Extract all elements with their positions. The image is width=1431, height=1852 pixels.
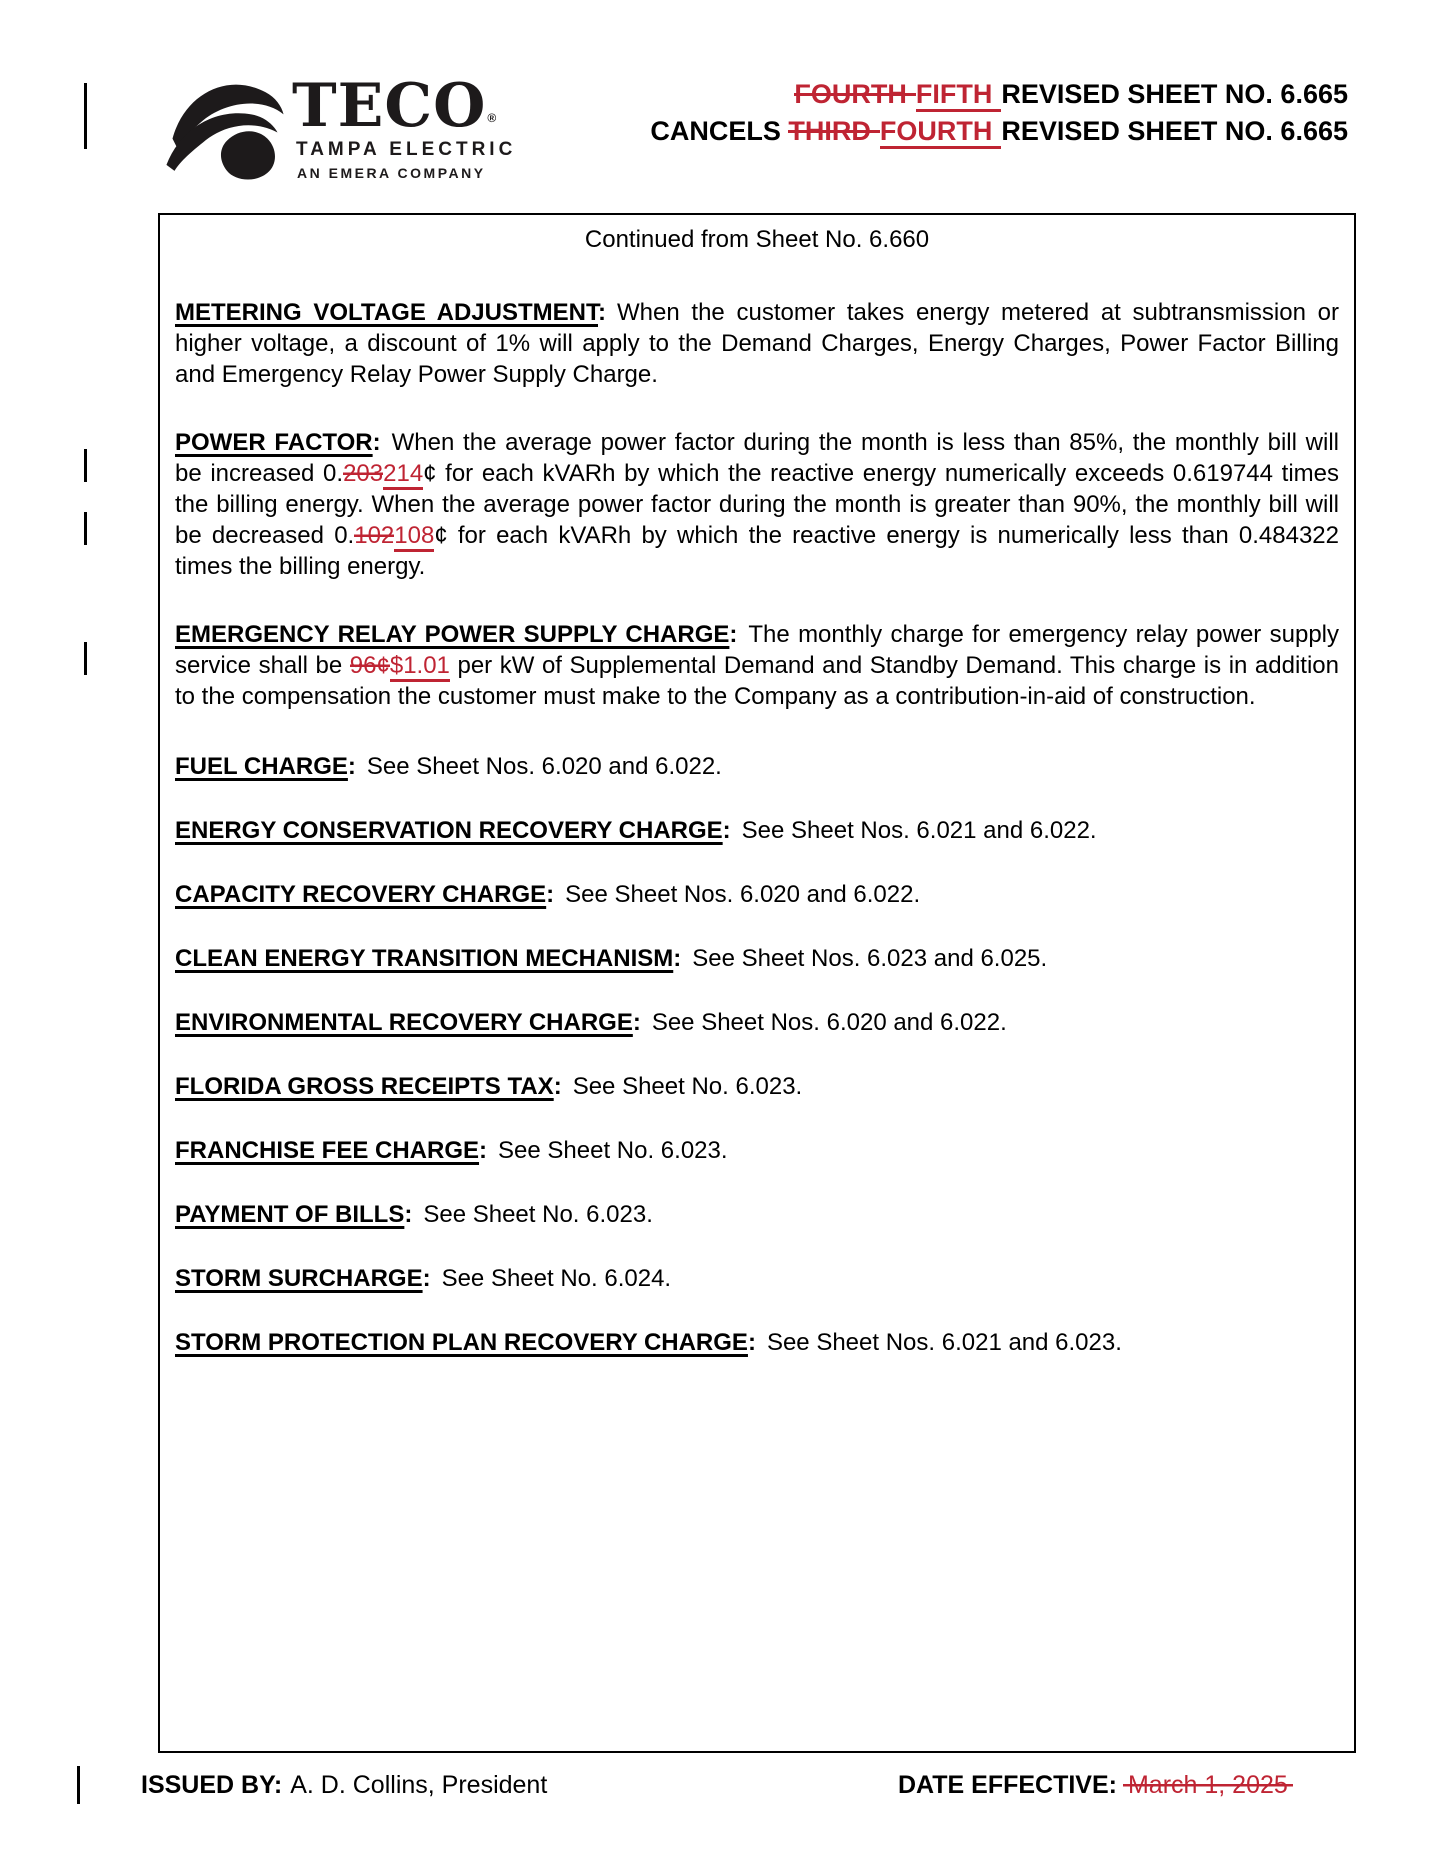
- change-bar: [84, 449, 87, 482]
- charge-item-payment-of-bills: [175, 1199, 1339, 1230]
- section-title: EMERGENCY RELAY POWER SUPPLY CHARGE:: [175, 621, 738, 648]
- inserted-revision-text: FIFTH: [916, 79, 1001, 112]
- deleted-revision-text: THIRD: [788, 116, 880, 146]
- section-title: FLORIDA GROSS RECEIPTS TAX:: [175, 1073, 562, 1100]
- inserted-rate-text: 214: [383, 460, 423, 490]
- section-title: FRANCHISE FEE CHARGE:: [175, 1137, 488, 1164]
- charge-item-energy-conservation: [175, 815, 1339, 846]
- logo-tagline: AN EMERA COMPANY: [297, 165, 486, 181]
- section-body: When the customer takes energy metered at subtransmission or higher voltage, a discount of 1% will apply to the Demand Charges, Energy Charges, Power Factor Billing and Emergency Relay Power Supply Charge.: [175, 299, 1339, 388]
- revision-rest-text: REVISED SHEET NO. 6.665: [1001, 79, 1348, 109]
- section-body: ¢ for each kVARh by which the reactive energy is numerically less than 0.484322 times the billing energy.: [175, 522, 1340, 580]
- charge-item-florida-gross-receipts: [175, 1071, 1339, 1102]
- section-body: See Sheet Nos. 6.023 and 6.025.: [692, 945, 1048, 972]
- section-title: CLEAN ENERGY TRANSITION MECHANISM:: [175, 945, 682, 972]
- emergency-relay-paragraph: [175, 619, 1339, 712]
- section-title: STORM SURCHARGE:: [175, 1265, 431, 1292]
- section-body: See Sheet Nos. 6.020 and 6.022.: [366, 753, 722, 780]
- inserted-revision-text: FOURTH: [880, 116, 1001, 149]
- date-effective: [898, 1771, 1293, 1800]
- section-title: FUEL CHARGE:: [175, 753, 356, 780]
- section-title: CAPACITY RECOVERY CHARGE:: [175, 881, 555, 908]
- deleted-rate-text: 102: [354, 522, 395, 549]
- issued-by-label: ISSUED BY:: [141, 1771, 283, 1799]
- power-factor-paragraph: [175, 427, 1339, 582]
- issued-by: [141, 1771, 547, 1800]
- inserted-rate-text: 108: [394, 522, 434, 552]
- deleted-rate-text: 203: [343, 460, 384, 487]
- revision-line-2: [650, 113, 1348, 150]
- section-body: See Sheet No. 6.023.: [498, 1137, 728, 1164]
- charge-item-environmental: [175, 1007, 1339, 1038]
- change-bar: [77, 1766, 80, 1804]
- section-body: ¢ for each kVARh by which the reactive energy numerically exceeds 0.619744 times the billing energy. When the average power factor during the month is greater than 90%, the monthly bill will be decreased 0.: [175, 460, 1339, 549]
- change-bar: [84, 512, 87, 545]
- section-body: See Sheet No. 6.023.: [572, 1073, 803, 1100]
- date-effective-label: DATE EFFECTIVE:: [898, 1771, 1117, 1799]
- section-body: See Sheet No. 6.023.: [423, 1201, 653, 1228]
- issued-by-value: A. D. Collins, President: [290, 1771, 548, 1799]
- section-body: See Sheet Nos. 6.021 and 6.022.: [741, 817, 1097, 844]
- registered-mark: ®: [487, 111, 498, 125]
- section-body: See Sheet Nos. 6.021 and 6.023.: [766, 1329, 1122, 1356]
- brand-text: TECO: [292, 71, 487, 141]
- charge-item-franchise-fee: [175, 1135, 1339, 1166]
- section-title: ENERGY CONSERVATION RECOVERY CHARGE:: [175, 817, 731, 844]
- revision-line-1: [650, 76, 1348, 113]
- section-body: per kW of Supplemental Demand and Standby Demand. This charge is in addition to the compensation the customer must make to the Company as a contribution-in-aid of construction.: [175, 652, 1340, 710]
- section-body: When the average power factor during the month is less than 85%, the monthly bill will be increased 0.: [175, 429, 1339, 487]
- inserted-rate-text: $1.01: [390, 652, 450, 682]
- metering-voltage-adjustment-paragraph: [175, 297, 1339, 390]
- change-bar: [84, 83, 87, 149]
- deleted-rate-text: 96¢: [349, 652, 390, 679]
- charge-item-fuel: [175, 751, 1339, 782]
- charge-item-capacity-recovery: [175, 879, 1339, 910]
- section-title: POWER FACTOR:: [175, 429, 381, 456]
- charge-item-storm-surcharge: [175, 1263, 1339, 1294]
- deleted-date-text: March 1, 2025: [1123, 1771, 1293, 1799]
- continued-from-note: Continued from Sheet No. 6.660: [584, 226, 930, 253]
- deleted-revision-text: FOURTH: [794, 79, 915, 109]
- section-title: PAYMENT OF BILLS:: [175, 1201, 413, 1228]
- section-body: See Sheet No. 6.024.: [441, 1265, 672, 1292]
- revision-header: [650, 76, 1348, 150]
- tariff-content-box: [158, 213, 1356, 1753]
- revision-rest-text: REVISED SHEET NO. 6.665: [1001, 116, 1348, 146]
- charge-item-clean-energy: [175, 943, 1339, 974]
- section-title: ENVIRONMENTAL RECOVERY CHARGE:: [175, 1009, 641, 1036]
- logo-subtitle: TAMPA ELECTRIC: [296, 139, 517, 160]
- section-body: See Sheet Nos. 6.020 and 6.022.: [651, 1009, 1007, 1036]
- section-body: The monthly charge for emergency relay power supply service shall be: [175, 621, 1339, 679]
- section-body: See Sheet Nos. 6.020 and 6.022.: [565, 881, 921, 908]
- section-title: METERING VOLTAGE ADJUSTMENT:: [175, 299, 606, 326]
- cancels-text: CANCELS: [650, 116, 781, 146]
- change-bar: [84, 642, 87, 675]
- teco-logo-icon: [164, 78, 286, 181]
- section-title: STORM PROTECTION PLAN RECOVERY CHARGE:: [175, 1329, 756, 1356]
- charge-item-storm-protection: [175, 1327, 1339, 1358]
